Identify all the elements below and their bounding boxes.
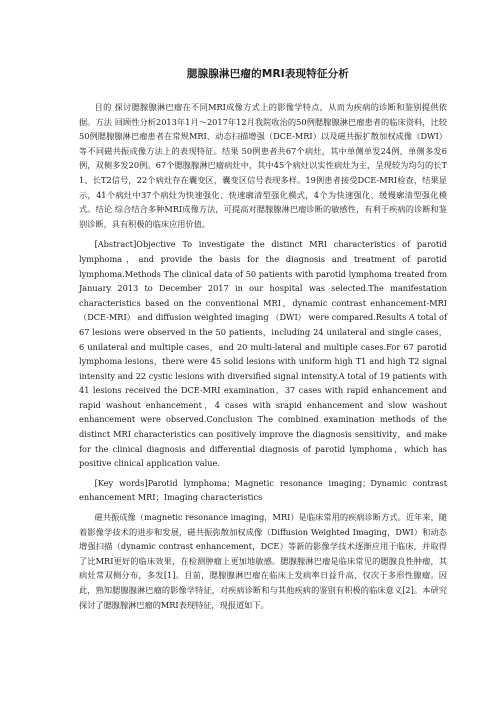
keywords-english: [Key words]Parotid lymphoma；Magnetic resonance imaging；Dynamic contrast enhancement MRI；Imaging characteristics: [79, 477, 447, 503]
paper-title: 腮腺腺淋巴瘤的MRI表现特征分析: [186, 68, 350, 80]
abstract-chinese: 目的 探讨腮腺腺淋巴瘤在不同MRI成像方式上的影像学特点，从而为疾病的诊断和鉴别提供依据。方法 回顾性分析2013年1月～2017年12月我院收治的50例腮腺腺淋巴瘤患者的临床资料，比较50例腮腺腺淋巴瘤患者在常规MRI、动态扫描增强（DCE-MRI）以及磁共振扩散加权成像（DWI）等不同磁共振成像方法上的表现特征。结果 50例患者共67个病灶，其中单侧单发24例，单侧多发6例，双侧多发20例。67个腮腺腺淋巴瘤病灶中，其中45个病灶以实性病灶为主，呈现较为均匀的长T1、长T2信号，22个病灶存在囊变区，囊变区信号表现多样。19例患者接受DCE-MRI检查，结果显示，41个病灶中37个病灶为快速强化、快速廓清型强化模式，4个为快速强化、缓慢廓清型强化模式。结论 综合结合多种MRI成像方法，可提高对腮腺腺淋巴瘤诊断的敏感性，有利于疾病的诊断和鉴别诊断，具有积极的临床应用价值。: [79, 102, 447, 229]
abstract-english: [Abstract]Objective To investigate the distinct MRI characteristics of parotid lymphoma，and provide the basis for the diagnosis and treatment of parotid lymphoma.Methods The clinical data of 50 patients with parotid lymphoma treated from January 2013 to December 2017 in our hospital was selected.The manifestation characteristics based on the conventional MRI，dynamic contrast enhancement-MRI（DCE-MRI） and diffusion weighted imaging （DWI） were compared.Results A total of 67 lesions were observed in the 50 patients，including 24 unilateral and single cases，6 unilateral and multiple cases，and 20 multi-lateral and multiple cases.For 67 parotid lymphoma lesions，there were 45 solid lesions with uniform high T1 and high T2 signal intensity and 22 cystic lesions with diversified signal intensity.A total of 19 patients with 41 lesions received the DCE-MRI examination，37 cases with rapid enhancement and rapid washout enhancement，4 cases with srapid enhancement and slow washout enhancement were observed.Conclusion The combined examination methods of the distinct MRI characteristics can positively improve the diagnosis sensitivity，and make for the clinical diagnosis and differential diagnosis of parotid lymphoma，which has positive clinical application value.: [79, 239, 447, 469]
body-paragraph-intro: 磁共振成像（magnetic resonance imaging，MRI）是临床常用的疾病诊断方式。近年来，随着影像学技术的进步和发展，磁共振弥散加权成像（Diffusion Weighted Imaging，DWI）和动态增强扫描（dynamic contrast enhancement，DCE）等新的影像学技术逐渐应用于临床，并取得了比MRI更好的临床效果，在检测肿瘤上更加地敏感。腮腺腺淋巴瘤是临床常见的腮腺良性肿瘤，其病灶常双侧分布，多发[1]。目前，腮腺腺淋巴瘤在临床上发病率日益升高，仅次于多形性腺瘤。因此，熟知腮腺腺淋巴瘤的影像学特征，对疾病诊断和与其他疾病的鉴别有积极的临床意义[2]。本研究探讨了腮腺腺淋巴瘤的MRI表现特征，现报道如下。: [79, 512, 447, 610]
